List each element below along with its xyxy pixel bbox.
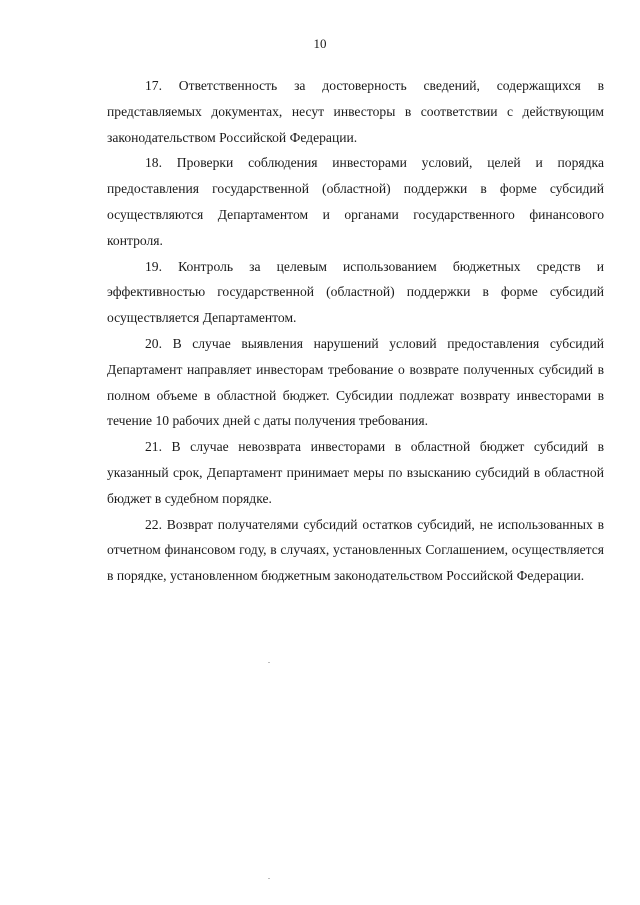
document-body [107,73,604,589]
scan-speck [268,878,270,879]
paragraph-22: 22. Возврат получателями субсидий остатков субсидий, не использованных в отчетном финансовом году, в случаях, установленных Соглашением, осуществляется в порядке, установленном бюджетным законодательством Российской Федерации. [107,516,604,584]
scan-speck [268,662,270,663]
paragraph-20: 20. В случае выявления нарушений условий предоставления субсидий Департамент направляет инвесторам требование о возврате полученных субсидий в полном объеме в областной бюджет. Субсидии подлежат возврату инвесторами в течение 10 рабочих дней с даты получения требования. [107,335,604,429]
paragraph-17: 17. Ответственность за достоверность сведений, содержащихся в представляемых документах, несут инвесторы в соответствии с действующим законодательством Российской Федерации. [107,78,604,145]
paragraph-18: 18. Проверки соблюдения инвесторами условий, целей и порядка предоставления государственной (областной) поддержки в форме субсидий осуществляются Департаментом и органами государственного финансового контроля. [107,155,604,248]
paragraph-21: 21. В случае невозврата инвесторами в областной бюджет субсидий в указанный срок, Департамент принимает меры по взысканию субсидий в областной бюджет в судебном порядке. [107,439,604,506]
page-number: 10 [313,36,327,51]
paragraph-19: 19. Контроль за целевым использованием бюджетных средств и эффективностью государственной (областной) поддержки в форме субсидий осуществляется Департаментом. [107,258,604,326]
